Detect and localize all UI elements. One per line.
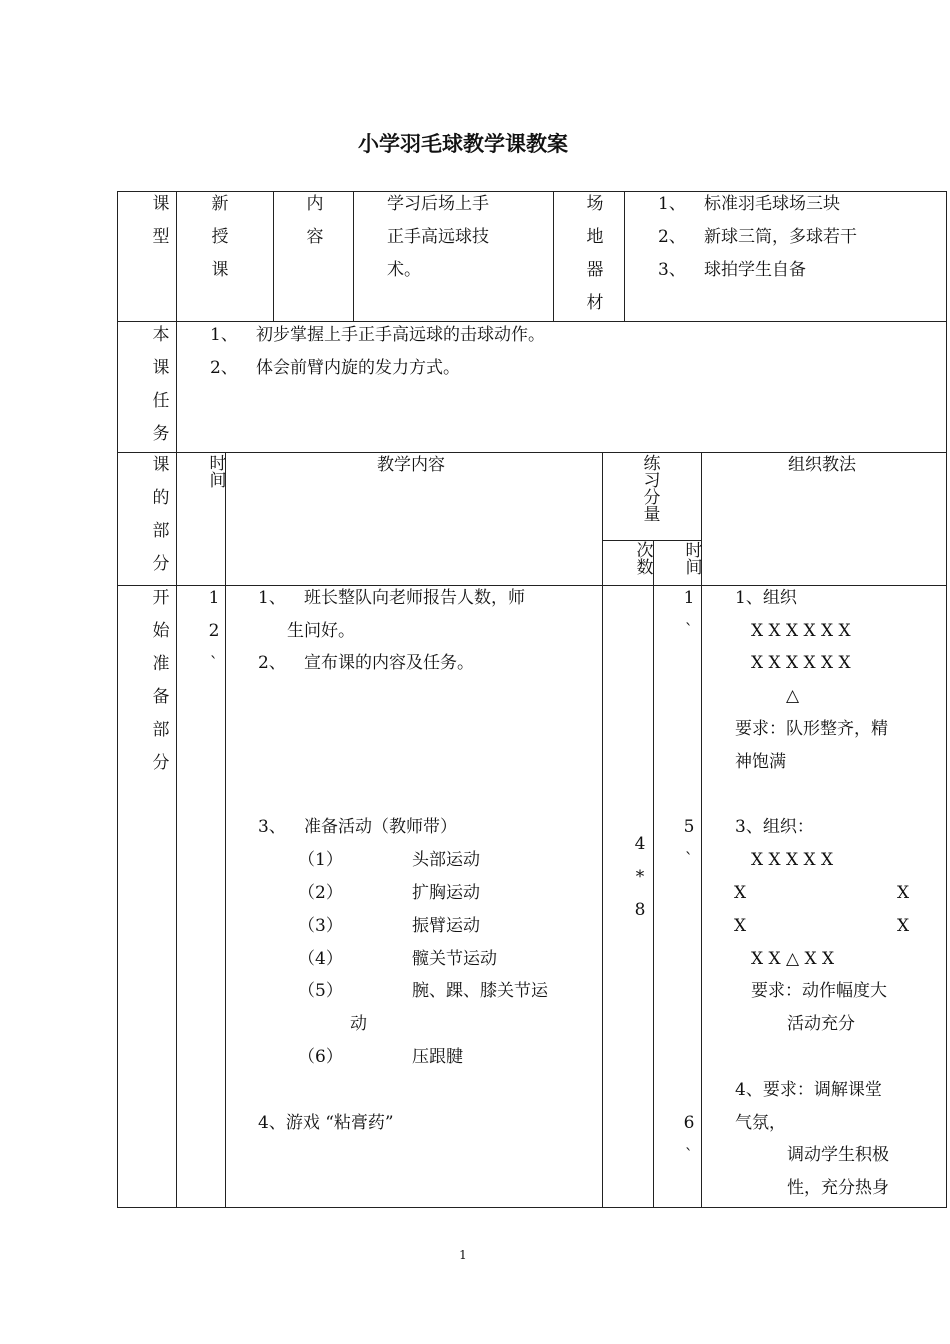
list-item: 体会前臂内旋的发力方式。	[256, 358, 460, 378]
row-divider	[117, 585, 947, 586]
method-text: 要求：动作幅度大	[751, 981, 887, 1001]
warmup-number: （2）	[298, 883, 343, 903]
list-item-number: 1、	[658, 194, 686, 214]
list-item-number: 3、	[258, 817, 286, 837]
formation-mark: X	[897, 916, 910, 936]
content-value: 学习后场上手 正手高远球技 术。	[387, 194, 489, 280]
list-item-number: 1、	[210, 325, 238, 345]
warmup-number: （1）	[298, 850, 343, 870]
table-border-bottom	[117, 1207, 947, 1208]
warmup-item: 髋关节运动	[412, 949, 497, 969]
warmup-number: （6）	[298, 1047, 343, 1067]
list-item: 初步掌握上手正手高远球的击球动作。	[256, 325, 545, 345]
method-column-header: 组织教法	[788, 455, 856, 475]
practice-column-header: 练 习 分 量	[643, 454, 661, 525]
warmup-item: 腕、踝、膝关节运	[412, 981, 548, 1001]
method-text: 性，充分热身	[787, 1178, 889, 1198]
method-text: 活动充分	[787, 1014, 855, 1034]
formation-row: X X X X X	[751, 850, 834, 870]
warmup-item: 压跟腱	[412, 1047, 463, 1067]
list-item-number: 3、	[658, 260, 686, 280]
list-item: 准备活动（教师带）	[304, 817, 457, 837]
formation-row: X X △ X X	[751, 949, 835, 969]
list-item-number: 1、	[258, 588, 286, 608]
formation-mark: X	[734, 883, 747, 903]
practice-count: 4 * 8	[634, 834, 646, 920]
list-item: 4、游戏 “粘膏药”	[258, 1113, 394, 1133]
list-item-number: 2、	[258, 653, 286, 673]
content-column-header: 教学内容	[377, 455, 445, 475]
list-item: 球拍学生自备	[704, 260, 806, 280]
page-title: 小学羽毛球教学课教案	[358, 132, 568, 156]
warmup-number: （3）	[298, 916, 343, 936]
warmup-item: 扩胸运动	[412, 883, 480, 903]
time-mark: 5 `	[683, 817, 695, 870]
formation-row: X X X X X X	[751, 621, 851, 641]
list-item: 生问好。	[287, 621, 355, 641]
warmup-item: 振臂运动	[412, 916, 480, 936]
lesson-type-label: 课 型	[152, 194, 170, 247]
page-number: 1	[459, 1248, 467, 1262]
list-item: 宣布课的内容及任务。	[304, 653, 474, 673]
content-label: 内 容	[306, 194, 324, 247]
list-item: 班长整队向老师报告人数，师	[304, 588, 525, 608]
col-divider	[273, 191, 274, 322]
practice-time-column-header: 时 间	[685, 541, 703, 578]
part-column-header: 课 的 部 分	[152, 455, 170, 574]
warmup-number: （5）	[298, 981, 343, 1001]
lesson-type-value: 新 授 课	[211, 194, 229, 280]
method-text: 要求：队形整齐，精	[735, 719, 888, 739]
formation-mark: X	[897, 883, 910, 903]
tasks-label: 本 课 任 务	[152, 325, 170, 444]
venue-label: 场 地 器 材	[586, 194, 604, 313]
method-text: 3、组织：	[735, 817, 814, 837]
section-time: 1 2 `	[208, 588, 220, 674]
list-item: 新球三筒，多球若干	[704, 227, 857, 247]
time-mark: 1 `	[683, 588, 695, 641]
count-column-header: 次 数	[636, 541, 654, 578]
col-divider	[624, 191, 625, 322]
method-text: 调动学生积极	[787, 1145, 889, 1165]
time-mark: 6 `	[683, 1113, 695, 1166]
warmup-number: （4）	[298, 949, 343, 969]
time-column-header: 时 间	[209, 454, 227, 491]
list-item: 标准羽毛球场三块	[704, 194, 840, 214]
formation-mark: X	[734, 916, 747, 936]
col-divider	[225, 452, 226, 1208]
warmup-item: 动	[350, 1014, 367, 1034]
section-part: 开 始 准 备 部 分	[152, 588, 170, 773]
warmup-item: 头部运动	[412, 850, 480, 870]
method-text: 神饱满	[735, 752, 786, 772]
formation-row: X X X X X X	[751, 653, 851, 673]
col-divider	[553, 191, 554, 322]
list-item-number: 2、	[658, 227, 686, 247]
table-border-right	[946, 191, 947, 1208]
col-divider	[353, 191, 354, 322]
method-text: 气氛，	[735, 1113, 786, 1133]
teacher-marker: △	[786, 686, 800, 706]
method-text: 1、组织	[735, 588, 797, 608]
col-divider	[602, 452, 603, 1208]
table-border-left	[117, 191, 118, 1208]
list-item-number: 2、	[210, 358, 238, 378]
method-text: 4、要求：调解课堂	[735, 1080, 882, 1100]
